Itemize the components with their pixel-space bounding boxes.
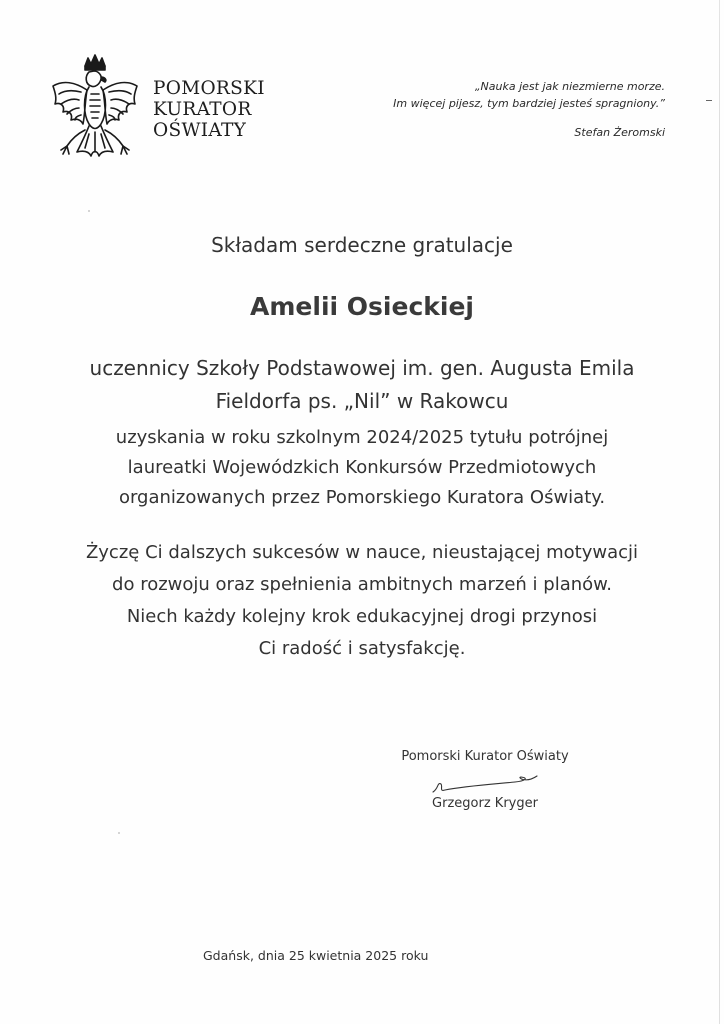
letterhead	[45, 52, 675, 172]
achievement-line: organizowanych przez Pomorskiego Kuratora Oświaty.	[118, 487, 606, 508]
margin-mark	[706, 100, 712, 101]
quote-author: Stefan Żeromski	[574, 126, 665, 139]
recipient-name: Amelii Osieckiej	[250, 292, 474, 321]
signatory-name: Grzegorz Kryger	[432, 796, 538, 811]
achievement-line: uzyskania w roku szkolnym 2024/2025 tytułu potrójnej	[115, 427, 609, 448]
achievement-description	[40, 423, 684, 513]
page-edge	[719, 0, 720, 1024]
organization-name: POMORSKI KURATOR OŚWIATY	[153, 78, 265, 141]
school-line: uczennicy Szkoły Podstawowej im. gen. Augusta Emila	[89, 356, 635, 380]
motto-quote	[393, 78, 665, 141]
achievement-line: laureatki Wojewódzkich Konkursów Przedmiotowych	[127, 457, 597, 478]
polish-eagle-emblem-icon	[45, 52, 145, 170]
wishes-line: Niech każdy kolejny krok edukacyjnej drogi przynosi	[126, 606, 598, 627]
signatory-title: Pomorski Kurator Oświaty	[401, 749, 569, 764]
quote-line-1: „Nauka jest jak niezmierne morze.	[474, 80, 665, 93]
wishes-paragraph	[40, 537, 684, 665]
school-line: Fieldorfa ps. „Nil” w Rakowcu	[215, 389, 509, 413]
signature-block	[370, 749, 600, 811]
school-description	[40, 352, 684, 418]
greeting: Składam serdeczne gratulacje	[211, 233, 513, 257]
scan-speck	[118, 832, 120, 834]
handwritten-signature-icon	[425, 772, 545, 798]
scan-speck	[88, 210, 90, 212]
quote-line-2: Im więcej pijesz, tym bardziej jesteś spragniony.”	[393, 97, 665, 110]
issue-date: Gdańsk, dnia 25 kwietnia 2025 roku	[203, 948, 429, 963]
wishes-line: Życzę Ci dalszych sukcesów w nauce, nieustającej motywacji	[85, 542, 639, 563]
wishes-line: do rozwoju oraz spełnienia ambitnych marzeń i planów.	[112, 574, 612, 595]
wishes-line: Ci radość i satysfakcję.	[258, 638, 466, 659]
